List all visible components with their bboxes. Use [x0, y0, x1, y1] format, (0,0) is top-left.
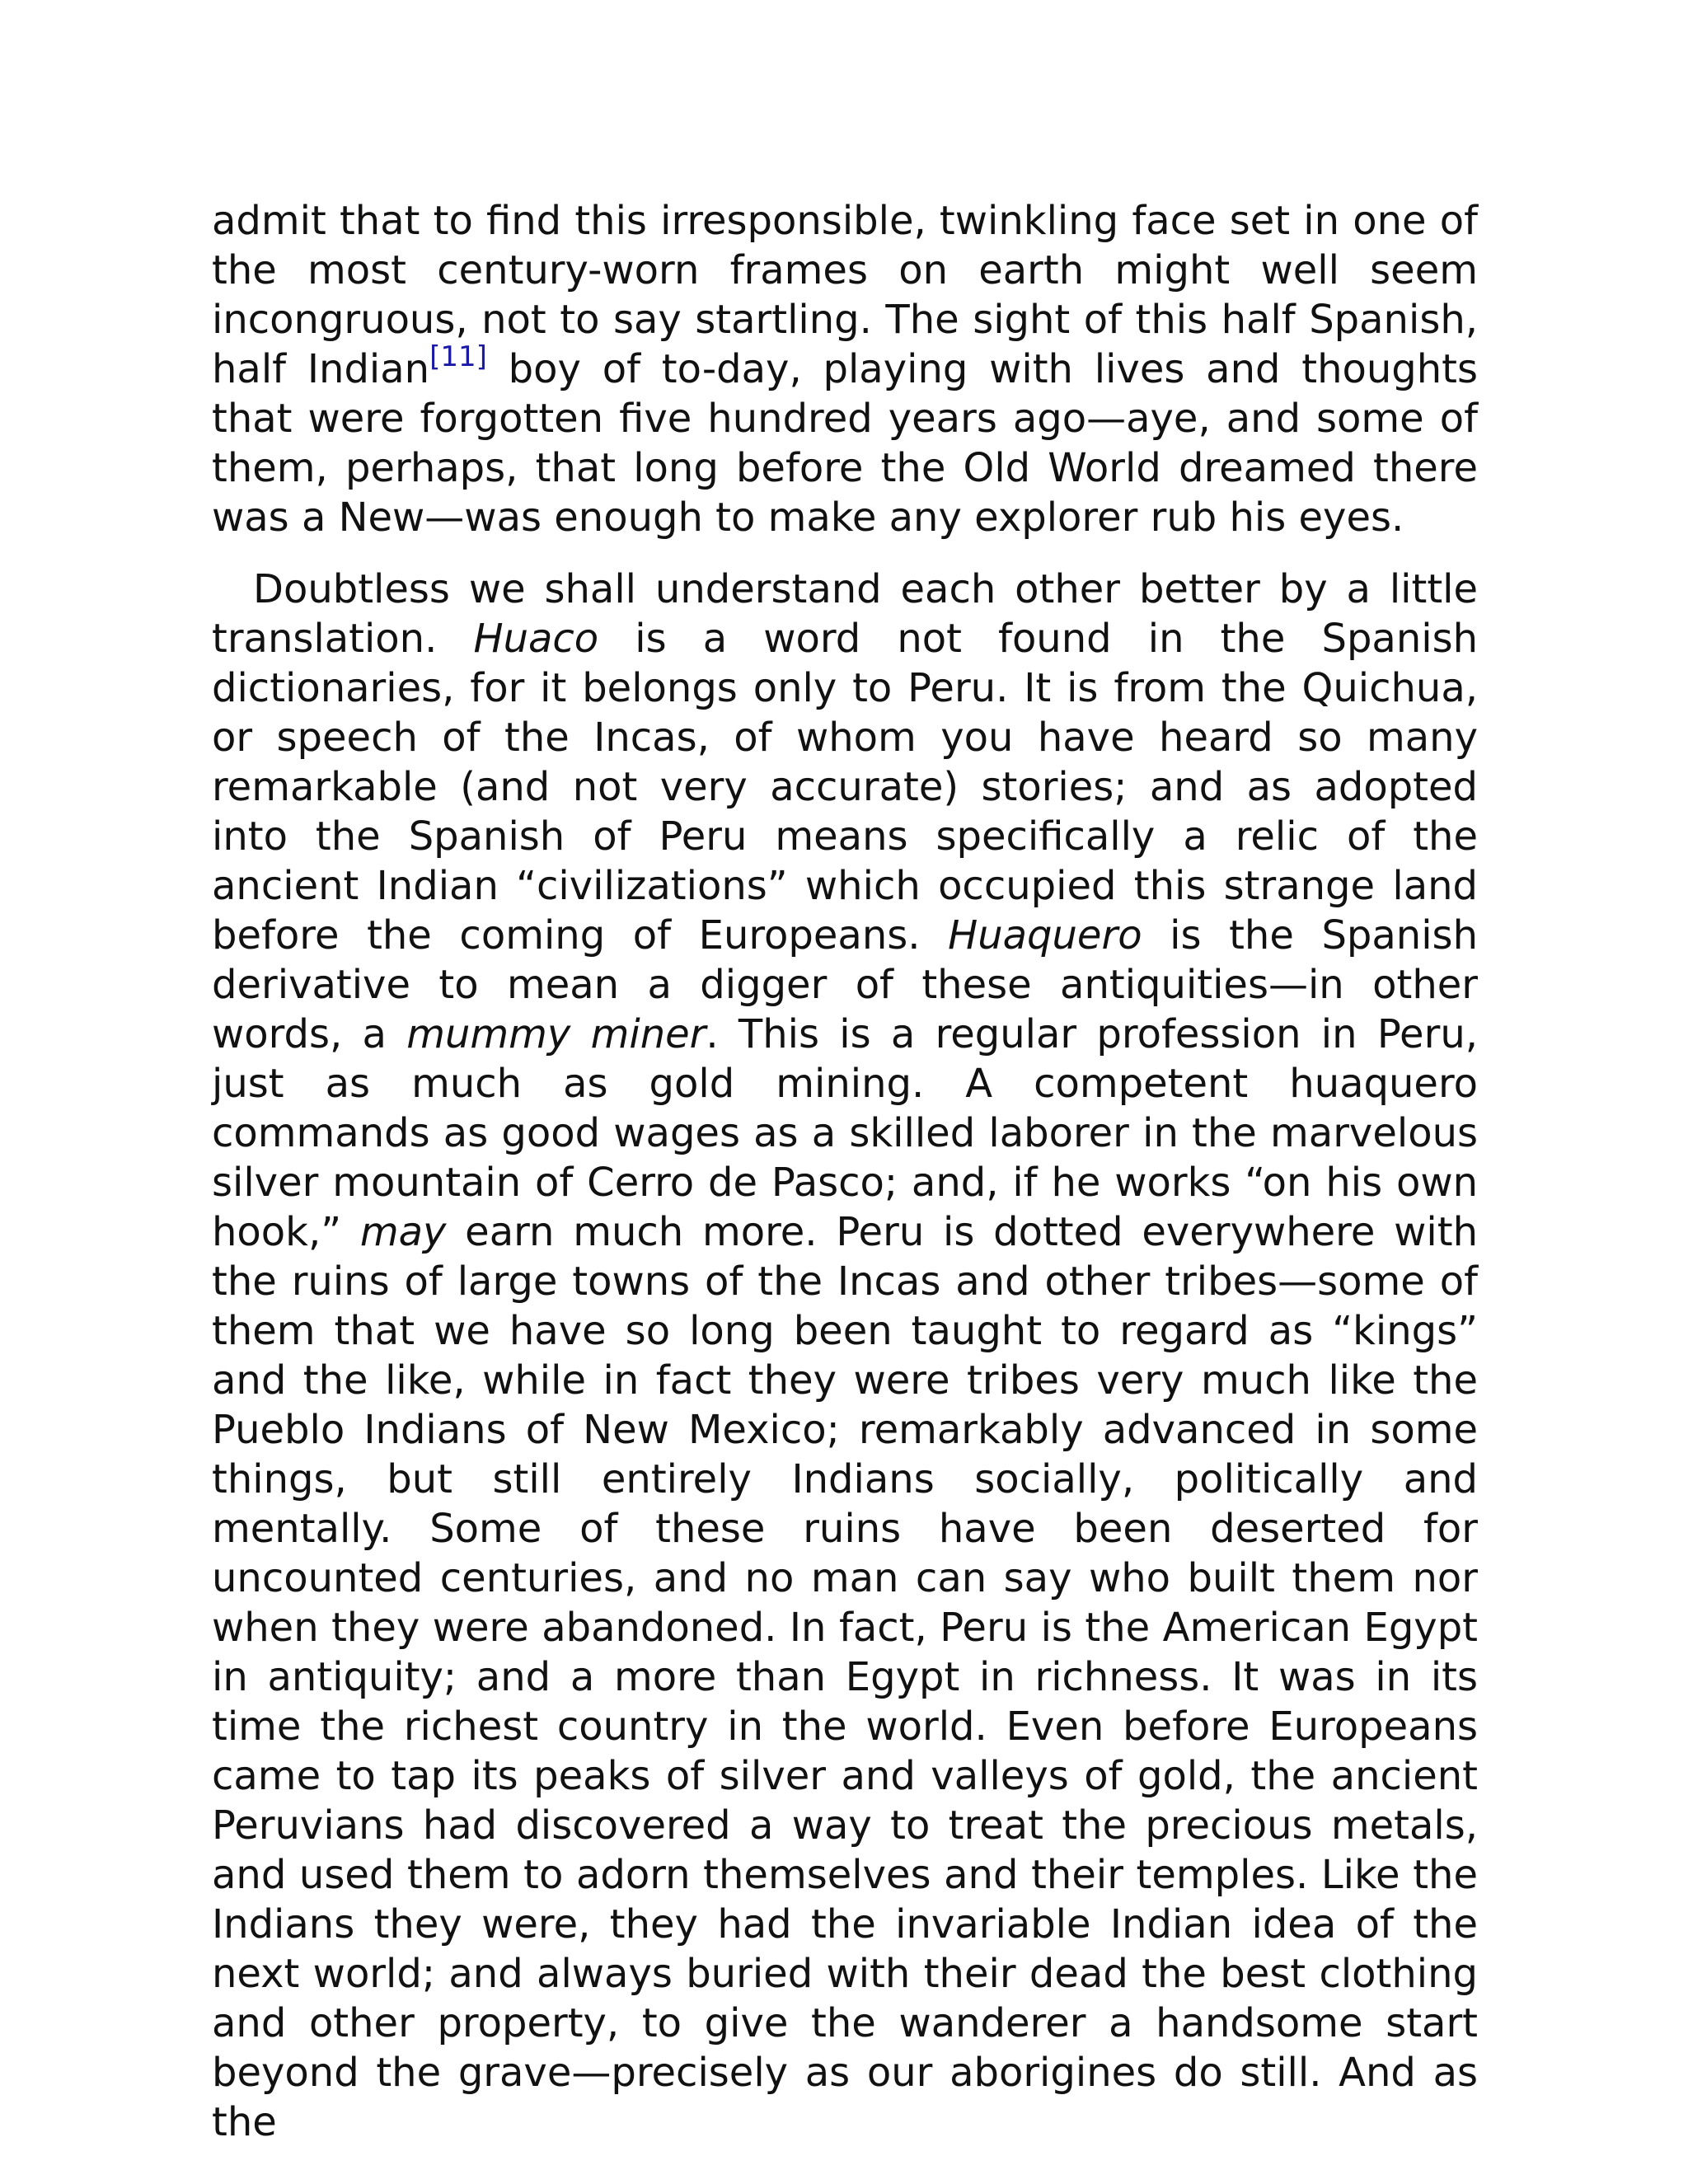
term-mummy-miner: mummy miner	[406, 1011, 706, 1057]
footnote-link-11[interactable]: [11]	[429, 340, 487, 373]
paragraph-2-text-2: is a word not found in the Spanish dictionaries, for it belongs only to Peru. It is from the Quichua, or speech of the Incas, of whom you have heard so many remarkable (and not very accurate) stories; and as adopted into the Spanish of Peru means specifically a relic of the ancient Indian “civilizations” which occupied this strange land before the coming of Europeans.	[212, 616, 1479, 958]
paragraph-2	[212, 565, 1478, 2147]
book-page	[212, 196, 1478, 2147]
paragraph-1-text-a: admit that to find this irresponsible, twinkling face set in one of the most century-worn frames on earth might well seem incongruous, not to say startling. The sight of this half Spanish, half Indian	[212, 198, 1478, 392]
paragraph-2-text-1: Doubtless we shall understand each other better by a little translation.	[212, 566, 1478, 662]
term-huaquero: Huaquero	[948, 912, 1142, 958]
paragraph-2-text-3: is the Spanish derivative to mean a digger of these antiquities—in other words, a	[212, 912, 1478, 1057]
paragraph-2-text-5: earn much more. Peru is dotted everywhere with the ruins of large towns of the Incas and other tribes—some of them that we have so long been taught to regard as “kings” and the like, while in fact they were tribes very much like the Pueblo Indians of New Mexico; remarkably advanced in some things, but still entirely Indians socially, politically and mentally. Some of these ruins have been deserted for uncounted centuries, and no man can say who built them nor when they were abandoned. In fact, Peru is the American Egypt in antiquity; and a more than Egypt in richness. It was in its time the richest country in the world. Even before Europeans came to tap its peaks of silver and valleys of gold, the ancient Peruvians had discovered a way to treat the precious metals, and used them to adorn themselves and their temples. Like the Indians they were, they had the invariable Indian idea of the next world; and always buried with their dead the best clothing and other property, to give the wanderer a handsome start beyond the grave—precisely as our aborigines do still. And as the	[212, 1209, 1478, 2145]
paragraph-1	[212, 196, 1478, 542]
term-huaco: Huaco	[473, 616, 599, 662]
paragraph-2-text-4: . This is a regular profession in Peru, just as much as gold mining. A competent huaquero commands as good wages as a skilled laborer in the marvelous silver mountain of Cerro de Pasco; and, if he works “on his own hook,”	[212, 1011, 1478, 1255]
emphasis-may: may	[359, 1209, 447, 1255]
paragraph-1-text-b: boy of to-day, playing with lives and thoughts that were forgotten five hundred years ago—aye, and some of them, perhaps, that long before the Old World dreamed there was a New—was enough to make any explorer rub his eyes.	[212, 346, 1478, 541]
